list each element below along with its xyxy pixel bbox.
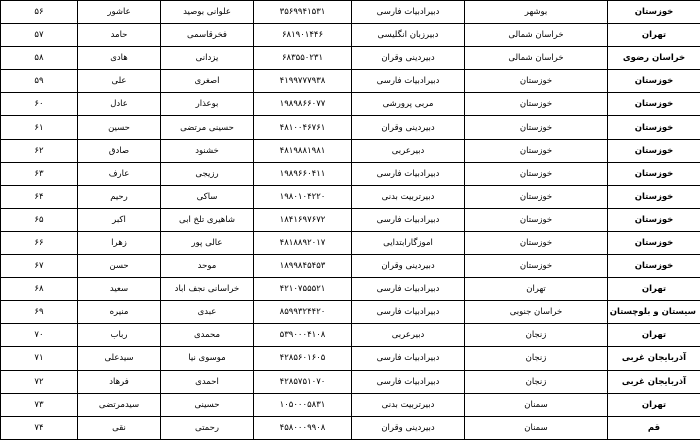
table-row — [1, 231, 700, 254]
row-number-cell: ۶۷ — [1, 255, 78, 278]
table-row — [1, 162, 700, 185]
city-cell: بوشهر — [465, 1, 608, 24]
field-cell: دبیرتربیت بدنی — [352, 185, 465, 208]
city-cell: زنجان — [465, 347, 608, 370]
row-number-cell: ۶۵ — [1, 208, 78, 231]
row-number-cell: ۷۲ — [1, 370, 78, 393]
row-number-cell: ۵۸ — [1, 47, 78, 70]
table-row — [1, 324, 700, 347]
first-name-cell: رحیم — [78, 185, 161, 208]
table-row — [1, 47, 700, 70]
field-cell: دبیرعربی — [352, 324, 465, 347]
row-number-cell: ۶۲ — [1, 139, 78, 162]
field-cell: دبیرادبیات فارسی — [352, 347, 465, 370]
row-number-cell: ۶۳ — [1, 162, 78, 185]
field-cell: اموزگارابتدایی — [352, 231, 465, 254]
table-row — [1, 301, 700, 324]
field-cell: مربی پرورشی — [352, 93, 465, 116]
code-cell: ۱۸۴۱۶۹۷۶۷۲ — [254, 208, 352, 231]
first-name-cell: سعید — [78, 278, 161, 301]
code-cell: ۵۳۹۰۰۰۴۱۰۸ — [254, 324, 352, 347]
city-cell: خراسان جنوبی — [465, 301, 608, 324]
city-cell: خوزستان — [465, 185, 608, 208]
code-cell: ۱۹۸۹۶۶۰۴۱۱ — [254, 162, 352, 185]
city-cell: خراسان شمالی — [465, 24, 608, 47]
row-number-cell: ۶۱ — [1, 116, 78, 139]
first-name-cell: زهرا — [78, 231, 161, 254]
code-cell: ۶۸۱۹۰۱۴۴۶ — [254, 24, 352, 47]
city-cell: خوزستان — [465, 208, 608, 231]
row-number-cell: ۶۹ — [1, 301, 78, 324]
city-cell: خراسان شمالی — [465, 47, 608, 70]
first-name-cell: صادق — [78, 139, 161, 162]
first-name-cell: نقی — [78, 416, 161, 439]
field-cell: دبیردینی وقران — [352, 255, 465, 278]
province-cell: خوزستان — [608, 162, 700, 185]
table-row — [1, 185, 700, 208]
province-cell: قم — [608, 416, 700, 439]
last-name-cell: حسینی مرتضی — [161, 116, 254, 139]
code-cell: ۴۸۱۹۸۸۱۹۸۱ — [254, 139, 352, 162]
city-cell: خوزستان — [465, 116, 608, 139]
province-cell: خوزستان — [608, 1, 700, 24]
table-row — [1, 255, 700, 278]
last-name-cell: عالی پور — [161, 231, 254, 254]
city-cell: خوزستان — [465, 162, 608, 185]
city-cell: خوزستان — [465, 70, 608, 93]
first-name-cell: عادل — [78, 93, 161, 116]
row-number-cell: ۶۸ — [1, 278, 78, 301]
first-name-cell: عارف — [78, 162, 161, 185]
field-cell: دبیردینی وقران — [352, 47, 465, 70]
table-row — [1, 139, 700, 162]
last-name-cell: حسینی — [161, 393, 254, 416]
city-cell: تهران — [465, 278, 608, 301]
last-name-cell: یزدانی — [161, 47, 254, 70]
field-cell: دبیرعربی — [352, 139, 465, 162]
last-name-cell: علوانی بوصید — [161, 1, 254, 24]
row-number-cell: ۵۷ — [1, 24, 78, 47]
code-cell: ۱۹۸۹۸۶۶۰۷۷ — [254, 93, 352, 116]
first-name-cell: سیدمرتضی — [78, 393, 161, 416]
table-row — [1, 347, 700, 370]
field-cell: دبیرادبیات فارسی — [352, 278, 465, 301]
city-cell: خوزستان — [465, 231, 608, 254]
field-cell: دبیرادبیات فارسی — [352, 370, 465, 393]
field-cell: دبیرتربیت بدنی — [352, 393, 465, 416]
province-cell: تهران — [608, 324, 700, 347]
province-cell: خوزستان — [608, 185, 700, 208]
last-name-cell: رحمتی — [161, 416, 254, 439]
last-name-cell: شاهیری تلخ ابی — [161, 208, 254, 231]
province-cell: خوزستان — [608, 93, 700, 116]
field-cell: دبیرادبیات فارسی — [352, 301, 465, 324]
code-cell: ۶۸۳۵۵۰۲۳۱ — [254, 47, 352, 70]
row-number-cell: ۶۶ — [1, 231, 78, 254]
province-cell: خوزستان — [608, 231, 700, 254]
last-name-cell: رزیجی — [161, 162, 254, 185]
city-cell: خوزستان — [465, 139, 608, 162]
code-cell: ۴۲۱۰۷۵۵۵۲۱ — [254, 278, 352, 301]
province-cell: سیستان و بلوچستان — [608, 301, 700, 324]
first-name-cell: اکبر — [78, 208, 161, 231]
first-name-cell: هادی — [78, 47, 161, 70]
city-cell: سمنان — [465, 393, 608, 416]
last-name-cell: موحد — [161, 255, 254, 278]
table-row — [1, 93, 700, 116]
table-row — [1, 1, 700, 24]
row-number-cell: ۶۰ — [1, 93, 78, 116]
code-cell: ۴۲۸۵۶۰۱۶۰۵ — [254, 347, 352, 370]
province-cell: آذربایجان غربی — [608, 370, 700, 393]
city-cell: زنجان — [465, 324, 608, 347]
table-row — [1, 416, 700, 439]
code-cell: ۴۱۹۹۷۷۷۹۳۸ — [254, 70, 352, 93]
row-number-cell: ۵۹ — [1, 70, 78, 93]
first-name-cell: علی — [78, 70, 161, 93]
city-cell: خوزستان — [465, 255, 608, 278]
province-cell: تهران — [608, 278, 700, 301]
row-number-cell: ۷۴ — [1, 416, 78, 439]
row-number-cell: ۷۳ — [1, 393, 78, 416]
row-number-cell: ۷۰ — [1, 324, 78, 347]
province-cell: تهران — [608, 24, 700, 47]
field-cell: دبیردینی وقران — [352, 416, 465, 439]
first-name-cell: رباب — [78, 324, 161, 347]
code-cell: ۱۰۵۰۰۰۵۸۳۱ — [254, 393, 352, 416]
field-cell: دبیرادبیات فارسی — [352, 70, 465, 93]
table-body — [1, 1, 700, 440]
field-cell: دبیرادبیات فارسی — [352, 162, 465, 185]
row-number-cell: ۵۶ — [1, 1, 78, 24]
province-cell: خراسان رضوی — [608, 47, 700, 70]
code-cell: ۴۵۸۰۰۰۹۹۰۸ — [254, 416, 352, 439]
row-number-cell: ۶۴ — [1, 185, 78, 208]
first-name-cell: حسن — [78, 255, 161, 278]
table-row — [1, 393, 700, 416]
first-name-cell: فرهاد — [78, 370, 161, 393]
table-row — [1, 70, 700, 93]
last-name-cell: بوعذار — [161, 93, 254, 116]
last-name-cell: خراسانی نجف اباد — [161, 278, 254, 301]
code-cell: ۱۹۸۰۱۰۴۲۲۰ — [254, 185, 352, 208]
province-cell: خوزستان — [608, 208, 700, 231]
code-cell: ۴۸۱۸۸۹۲۰۱۷ — [254, 231, 352, 254]
row-number-cell: ۷۱ — [1, 347, 78, 370]
city-cell: سمنان — [465, 416, 608, 439]
last-name-cell: محمدی — [161, 324, 254, 347]
code-cell: ۸۵۹۹۳۲۴۴۲۰ — [254, 301, 352, 324]
province-cell: خوزستان — [608, 139, 700, 162]
code-cell: ۱۸۹۹۸۴۵۴۵۳ — [254, 255, 352, 278]
first-name-cell: حامد — [78, 24, 161, 47]
field-cell: دبیرزبان انگلیسی — [352, 24, 465, 47]
last-name-cell: ساکی — [161, 185, 254, 208]
field-cell: دبیرادبیات فارسی — [352, 1, 465, 24]
table-row — [1, 278, 700, 301]
province-cell: آذربایجان غربی — [608, 347, 700, 370]
table-row — [1, 208, 700, 231]
first-name-cell: منیره — [78, 301, 161, 324]
first-name-cell: سیدعلی — [78, 347, 161, 370]
first-name-cell: عاشور — [78, 1, 161, 24]
province-cell: خوزستان — [608, 116, 700, 139]
code-cell: ۳۵۶۹۹۴۱۵۳۱ — [254, 1, 352, 24]
field-cell: دبیرادبیات فارسی — [352, 208, 465, 231]
table-row — [1, 370, 700, 393]
code-cell: ۴۸۱۰۰۴۶۷۶۱ — [254, 116, 352, 139]
last-name-cell: عبدی — [161, 301, 254, 324]
city-cell: خوزستان — [465, 93, 608, 116]
province-cell: خوزستان — [608, 70, 700, 93]
last-name-cell: خشنود — [161, 139, 254, 162]
table-row — [1, 116, 700, 139]
last-name-cell: احمدی — [161, 370, 254, 393]
last-name-cell: موسوی نیا — [161, 347, 254, 370]
province-cell: خوزستان — [608, 255, 700, 278]
province-cell: تهران — [608, 393, 700, 416]
code-cell: ۴۲۸۵۷۵۱۰۷۰ — [254, 370, 352, 393]
field-cell: دبیردینی وقران — [352, 116, 465, 139]
first-name-cell: حسین — [78, 116, 161, 139]
table-row — [1, 24, 700, 47]
city-cell: زنجان — [465, 370, 608, 393]
last-name-cell: اصغری — [161, 70, 254, 93]
last-name-cell: فخرقاسمی — [161, 24, 254, 47]
